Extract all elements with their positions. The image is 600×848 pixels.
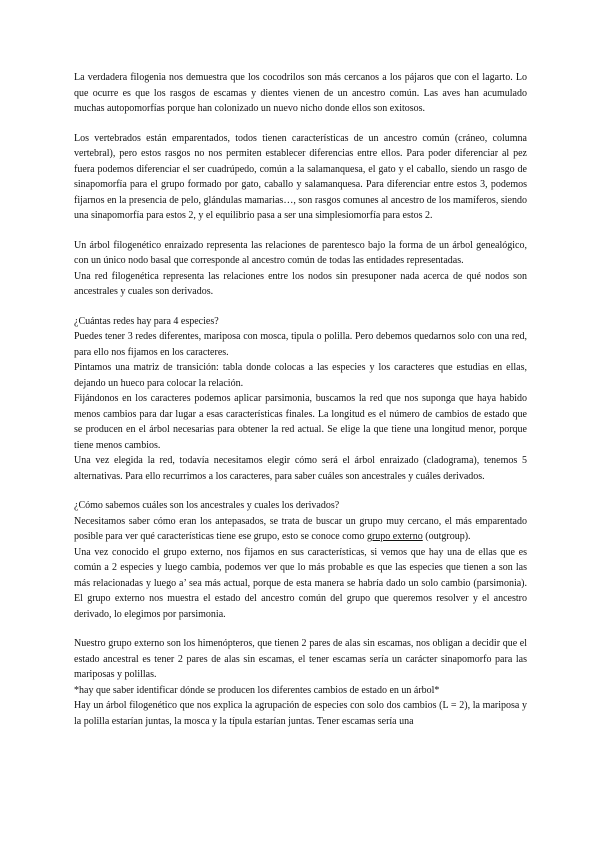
paragraph-tree-definitions	[74, 238, 527, 300]
outgroup-text-start: Necesitamos saber cómo eran los antepasados, se trata de buscar un grupo muy cercano, el más emparentado posible para ver qué características tiene ese grupo, esto se conoce como	[74, 515, 527, 542]
networks-answer: Puedes tener 3 redes diferentes, mariposa con mosca, tipula o polilla. Pero debemos quedarnos solo con una red, para ello nos fijamos en los caracteres.	[74, 331, 527, 358]
paragraph-phylogeny-intro: La verdadera filogenia nos demuestra que los cocodrilos son más cercanos a los pájaros que con el lagarto. Lo que ocurre es que los rasgos de escamas y dientes vienen de un ancestro común. Las aves han acumulado muchas autopomorfías porque han colonizado un nuevo nicho donde ellos son exitosos.	[74, 72, 527, 114]
document-body	[74, 70, 527, 729]
question-heading-ancestral: ¿Cómo sabemos cuáles son los ancestrales y cuales los derivados?	[74, 500, 340, 511]
outgroup-characteristics-text: Una vez conocido el grupo externo, nos fijamos en sus características, si vemos que hay una de ellas que es común a 2 especies y luego cambia, podemos ver que lo más probable es que las especies que tienen a son las más relacionadas y luego a’ sea más actual, porque de esta manera se habría dado un solo cambio (parsimonia). El grupo externo nos muestra el estado del ancestro común del grupo que queremos resolver y el ancestro derivado, lo elegimos por parsimonia.	[74, 546, 527, 620]
outgroup-text	[74, 514, 527, 545]
rooted-tree-choice-text: Una vez elegida la red, todavía necesitamos elegir cómo será el árbol enraizado (cladograma), tenemos 5 alternativas. Para ello recurrimos a los caracteres, para saber cuáles son ancestrales y cuáles derivados.	[74, 455, 527, 482]
network-definition: Una red filogenética representa las relaciones entre los nodos sin presuponer nada acerca de qué nodos son ancestrales y cuales son derivados.	[74, 270, 527, 297]
paragraph-vertebrates: Los vertebrados están emparentados, todos tienen características de un ancestro común (cráneo, columna vertebral), pero estos rasgos no nos permiten establecer diferencias entre ellos. Para poder diferenciar al pez fuera podemos diferenciar el ser cuadrúpedo, común a la salamanquesa, el gato y el caballo, siendo un rasgo de sinapomorfía para el grupo formado por gato, caballo y salamanquesa. Para diferenciar entre estos 3, podemos fijarnos en la presencia de pelo, glándulas mamarias…, son rasgos comunes al ancestro de los mamíferos, siendo una sinapomorfía para estos 2, y el equilibrio pasa a ser una simplesiomorfía para estos 2.	[74, 132, 527, 221]
section-ancestral-derived	[74, 498, 527, 622]
question-heading-networks: ¿Cuántas redes hay para 4 especies?	[74, 315, 219, 327]
outgroup-text-end: (outgroup).	[422, 531, 471, 542]
rooted-tree-definition: Un árbol filogenético enraizado representa las relaciones de parentesco bajo la forma de un árbol genealógico, con un único nodo basal que corresponde al ancestro común de todas las entidades representadas.	[74, 239, 527, 266]
state-change-note: *hay que saber identificar dónde se producen los diferentes cambios de estado en un árbol*	[74, 684, 440, 696]
two-change-tree-text: Hay un árbol filogenético que nos explica la agrupación de especies con solo dos cambios (L = 2), la mariposa y la polilla estarían juntas, la mosca y la típula estarían juntas. Tener escamas sería una	[74, 700, 527, 727]
hymenoptera-text: Nuestro grupo externo son los himenópteros, que tienen 2 pares de alas sin escamas, nos obligan a decidir que el estado ancestral es tener 2 pares de alas sin escamas, el tener escamas sería un carácter sinapomorfo para las mariposas y polillas.	[74, 638, 527, 680]
section-networks-four-species	[74, 314, 527, 485]
section-hymenoptera	[74, 636, 527, 729]
parsimony-text: Fijándonos en los caracteres podemos aplicar parsimonia, buscamos la red que nos suponga que haya habido menos cambios para dar lugar a esas características finales. La longitud es el número de cambios de estado que se producen en el árbol necesarias para obtener la red actual. Se elige la que tiene una longitud menor, porque tiene menos cambios.	[74, 393, 527, 451]
transition-matrix-text: Pintamos una matriz de transición: tabla donde colocas a las especies y los caracteres que estudias en ellas, dejando un hueco para colocar la relación.	[74, 362, 527, 389]
outgroup-term: grupo externo	[366, 531, 423, 542]
